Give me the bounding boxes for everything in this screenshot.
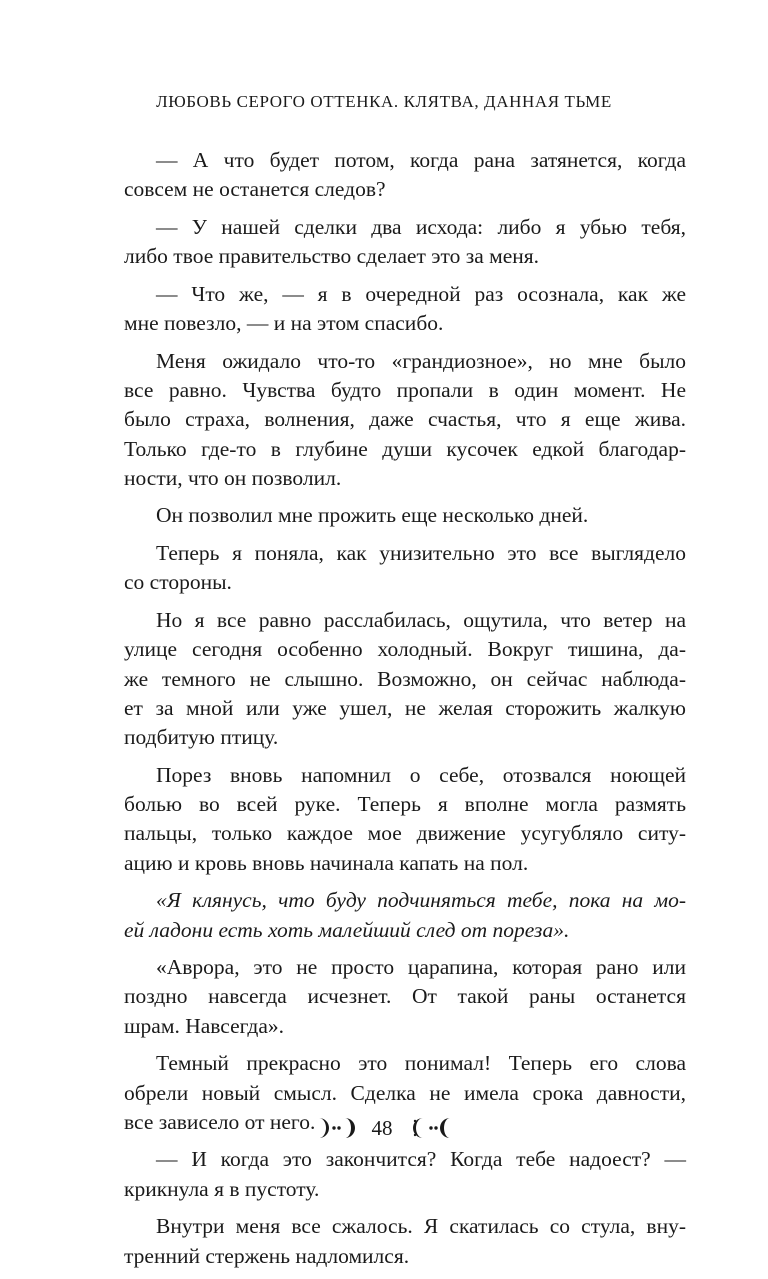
text-line: «Аврора, это не просто царапина, которая рано или bbox=[156, 955, 686, 980]
paragraph bbox=[124, 886, 686, 945]
page-footer bbox=[0, 1110, 768, 1146]
text-line: либо твое правительство сделает это за меня. bbox=[124, 244, 540, 269]
text-line: Только где-то в глубине души кусочек едкой благодар- bbox=[124, 436, 686, 461]
text-line: Порез вновь напомнил о себе, отозвался ноющей bbox=[156, 762, 686, 787]
text-line: болью во всей руке. Теперь я вполне могла размять bbox=[124, 792, 686, 817]
text-line: ацию и кровь вновь начинала капать на пол. bbox=[124, 850, 529, 875]
text-line: подбитую птицу. bbox=[124, 725, 279, 750]
text-line: Но я все равно расслабилась, ощутила, что ветер на bbox=[156, 607, 686, 632]
text-line: Он позволил мне прожить еще несколько дней. bbox=[156, 503, 589, 528]
paragraph bbox=[124, 146, 686, 205]
text-line: — Что же, — я в очередной раз осознала, как же bbox=[156, 281, 686, 306]
paragraph bbox=[124, 280, 686, 339]
text-line: поздно навсегда исчезнет. От такой раны останется bbox=[124, 984, 686, 1009]
text-line: Темный прекрасно это понимал! Теперь его слова bbox=[156, 1051, 686, 1076]
text-line: «Я клянусь, что буду подчиняться тебе, пока на мо- bbox=[156, 888, 686, 913]
text-line: шрам. Навсегда». bbox=[124, 1013, 285, 1038]
paragraph bbox=[124, 953, 686, 1041]
text-line: крикнула я в пустоту. bbox=[124, 1176, 320, 1201]
paragraph bbox=[124, 501, 686, 530]
paragraph bbox=[124, 347, 686, 493]
text-line: Меня ожидало что-то «грандиозное», но мне было bbox=[156, 348, 686, 373]
text-line: ности, что он позволил. bbox=[124, 465, 342, 490]
moon-phases-ornament-icon bbox=[407, 1115, 453, 1141]
text-line: все зависело от него. bbox=[124, 1109, 316, 1134]
text-line: улице сегодня особенно холодный. Вокруг тишина, да- bbox=[124, 637, 686, 662]
paragraph bbox=[124, 213, 686, 272]
running-head: ЛЮБОВЬ СЕРОГО ОТТЕНКА. КЛЯТВА, ДАННАЯ ТЬМЕ bbox=[156, 92, 612, 111]
paragraph bbox=[124, 539, 686, 598]
text-line: обрели новый смысл. Сделка не имела срока давности, bbox=[124, 1080, 686, 1105]
paragraph bbox=[124, 1145, 686, 1204]
text-line: со стороны. bbox=[124, 570, 232, 595]
text-line: пальцы, только каждое мое движение усугубляло ситу- bbox=[124, 821, 686, 846]
text-line: тренний стержень надломился. bbox=[124, 1243, 410, 1268]
paragraph bbox=[124, 1212, 686, 1271]
paragraph bbox=[124, 606, 686, 752]
text-line: все равно. Чувства будто пропали в один момент. Не bbox=[124, 377, 686, 402]
text-line: совсем не останется следов? bbox=[124, 177, 386, 202]
text-line: — У нашей сделки два исхода: либо я убью тебя, bbox=[156, 214, 686, 239]
page-number: 48 bbox=[371, 1116, 393, 1140]
moon-phases-ornament-icon bbox=[316, 1115, 358, 1141]
text-line: мне повезло, — и на этом спасибо. bbox=[124, 311, 444, 336]
paragraph bbox=[124, 761, 686, 878]
text-line: Теперь я поняла, как унизительно это все выглядело bbox=[156, 541, 686, 566]
text-line: — А что будет потом, когда рана затянется, когда bbox=[156, 148, 686, 172]
text-line: Внутри меня все сжалось. Я скатилась со стула, вну- bbox=[156, 1214, 686, 1239]
text-line: было страха, волнения, даже счастья, что я еще жива. bbox=[124, 407, 686, 432]
text-line: же темного не слышно. Возможно, он сейчас наблюда- bbox=[124, 666, 686, 691]
text-line: ей ладони есть хоть малейший след от пореза». bbox=[124, 917, 570, 942]
text-line: ет за мной или уже ушел, не желая сторожить жалкую bbox=[124, 695, 686, 720]
text-line: — И когда это закончится? Когда тебе надоест? — bbox=[156, 1147, 686, 1172]
